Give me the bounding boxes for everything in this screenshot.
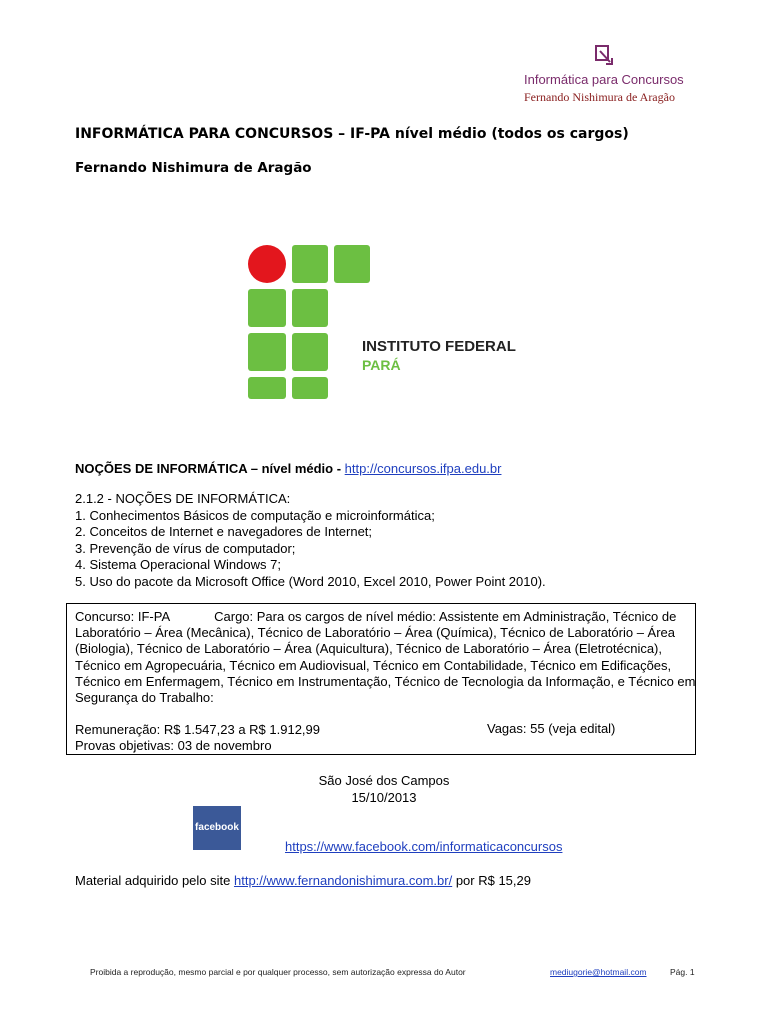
vagas: Vagas: 55 (veja edital) xyxy=(487,721,616,736)
provas-objetivas: Provas objetivas: 03 de novembro xyxy=(75,738,272,754)
logo-text-instituto-federal: INSTITUTO FEDERAL xyxy=(362,338,516,355)
logo-green-square xyxy=(292,289,328,327)
logo-green-square xyxy=(334,245,370,283)
cargo-row xyxy=(75,609,687,625)
facebook-logo-icon[interactable]: facebook xyxy=(193,806,241,850)
facebook-link[interactable]: https://www.facebook.com/informaticaconcursos xyxy=(285,839,563,854)
logo-green-square xyxy=(248,289,286,327)
page-number: Pág. 1 xyxy=(670,967,695,977)
concursos-ifpa-link[interactable]: http://concursos.ifpa.edu.br xyxy=(344,461,502,476)
place: São José dos Campos xyxy=(318,773,450,788)
logo-green-square xyxy=(292,245,328,283)
list-item: 4. Sistema Operacional Windows 7; xyxy=(75,557,281,572)
topics-section-title: 2.1.2 - NOÇÕES DE INFORMÁTICA: xyxy=(75,491,291,506)
logo-red-circle xyxy=(248,245,286,283)
material-prefix: Material adquirido pelo site xyxy=(75,873,234,888)
brand-logo-icon xyxy=(592,44,614,66)
cargo-line: Segurança do Trabalho: xyxy=(75,690,214,706)
logo-text-para: PARÁ xyxy=(362,357,401,373)
material-price: por R$ 15,29 xyxy=(452,873,531,888)
exam-info-box xyxy=(66,603,696,755)
concurso-label: Concurso: IF-PA xyxy=(75,609,171,624)
document-title: INFORMÁTICA PARA CONCURSOS – IF-PA nível médio (todos os cargos) xyxy=(75,126,629,142)
date: 15/10/2013 xyxy=(351,790,417,805)
list-item: 3. Prevenção de vírus de computador; xyxy=(75,540,296,556)
instituto-federal-logo xyxy=(230,220,560,410)
brand-name: Informática para Concursos xyxy=(524,72,684,87)
material-note xyxy=(75,873,531,888)
cargo-line: Técnico em Enfermagem, Técnico em Instrumentação, Técnico de Tecnologia da Informação, e Técnico em xyxy=(75,673,696,689)
cargo-line: Laboratório – Área (Mecânica), Técnico de Laboratório – Área (Química), Técnico de Laboratório – Área xyxy=(75,625,676,641)
site-link[interactable]: http://www.fernandonishimura.com.br/ xyxy=(233,873,453,888)
list-item: 1. Conhecimentos Básicos de computação e microinformática; xyxy=(75,507,435,523)
list-item: 5. Uso do pacote da Microsoft Office (Word 2010, Excel 2010, Power Point 2010). xyxy=(75,573,546,589)
footer-email-link[interactable]: mediugorie@hotmail.com xyxy=(550,967,647,977)
logo-green-square xyxy=(248,377,286,399)
logo-green-square xyxy=(292,333,328,371)
topics-heading-text: NOÇÕES DE INFORMÁTICA – nível médio - xyxy=(75,461,345,476)
topics-heading xyxy=(75,461,501,476)
cargo-line: Técnico em Agropecuária, Técnico em Audiovisual, Técnico em Contabilidade, Técnico em Edificações, xyxy=(75,657,672,673)
footer-notice: Proibida a reprodução, mesmo parcial e por qualquer processo, sem autorização expressa do Autor xyxy=(90,967,466,977)
cargo-line: (Biologia), Técnico de Laboratório – Área (Aquicultura), Técnico de Laboratório – Área (Eletrotécnica), xyxy=(75,641,662,657)
logo-green-square xyxy=(292,377,328,399)
cargo-line: Cargo: Para os cargos de nível médio: Assistente em Administração, Técnico de xyxy=(214,609,677,624)
remuneracao: Remuneração: R$ 1.547,23 a R$ 1.912,99 xyxy=(75,722,321,738)
brand-author: Fernando Nishimura de Aragão xyxy=(524,90,675,104)
document-author: Fernando Nishimura de Aragão xyxy=(75,160,312,176)
list-item: 2. Conceitos de Internet e navegadores de Internet; xyxy=(75,524,373,539)
topics-list xyxy=(75,491,546,590)
logo-green-square xyxy=(248,333,286,371)
